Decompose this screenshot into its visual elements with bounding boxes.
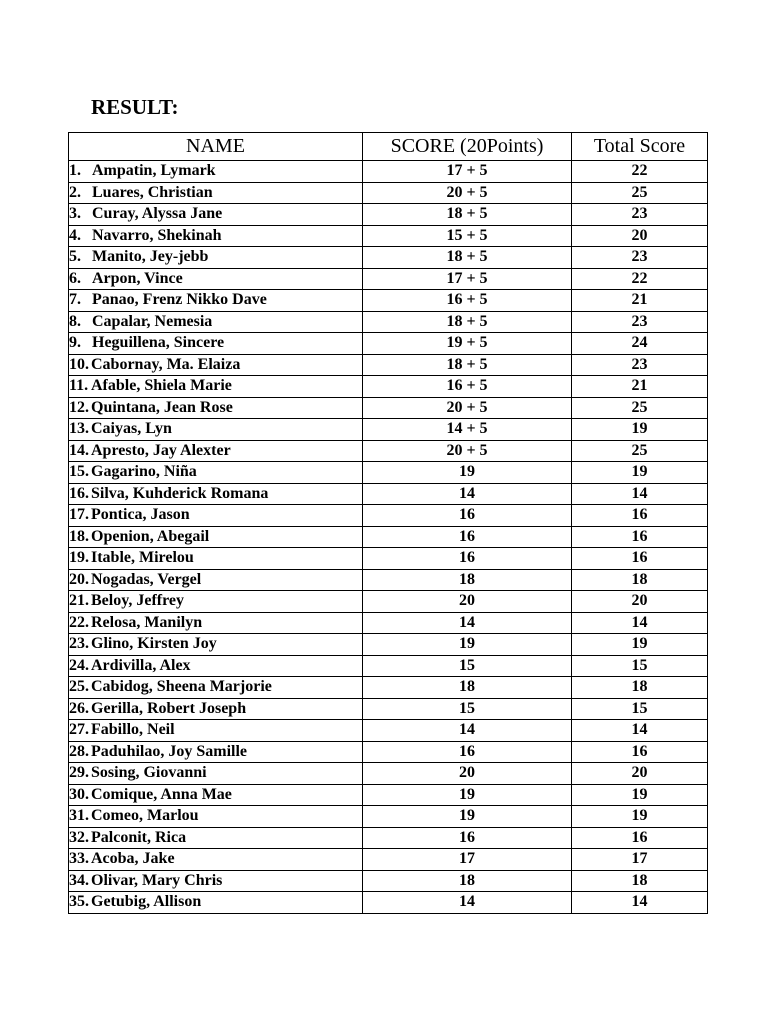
total-score-cell: 22 (572, 161, 708, 183)
student-name: Afable, Shiela Marie (91, 377, 232, 395)
table-row (69, 655, 708, 677)
table-row (69, 311, 708, 333)
row-number: 34. (69, 871, 89, 889)
student-name: Beloy, Jeffrey (91, 592, 185, 610)
student-name-cell (69, 720, 363, 742)
total-score-cell: 21 (572, 376, 708, 398)
student-name: Caiyas, Lyn (91, 420, 172, 438)
table-row (69, 333, 708, 355)
row-number: 23. (69, 635, 89, 653)
student-name-cell (69, 182, 363, 204)
row-number: 28. (69, 742, 89, 760)
row-number: 3. (69, 205, 81, 223)
student-name-cell (69, 462, 363, 484)
row-number: 5. (69, 248, 81, 266)
student-name-cell (69, 827, 363, 849)
score-cell: 16 (363, 505, 572, 527)
student-name: Apresto, Jay Alexter (91, 441, 231, 459)
table-row (69, 763, 708, 785)
student-name: Gagarino, Niña (91, 463, 197, 481)
student-name-cell (69, 634, 363, 656)
header-row (69, 133, 708, 161)
table-row (69, 892, 708, 914)
score-cell: 19 (363, 634, 572, 656)
table-row (69, 784, 708, 806)
student-name: Capalar, Nemesia (92, 312, 213, 330)
student-name: Olivar, Mary Chris (91, 871, 223, 889)
row-number: 30. (69, 785, 89, 803)
row-number: 32. (69, 828, 89, 846)
table-row (69, 268, 708, 290)
row-number: 18. (69, 527, 89, 545)
score-cell: 16 (363, 526, 572, 548)
student-name: Fabillo, Neil (91, 721, 175, 739)
student-name: Ardivilla, Alex (91, 656, 191, 674)
student-name: Navarro, Shekinah (92, 226, 222, 244)
table-row (69, 505, 708, 527)
score-cell: 20 + 5 (363, 440, 572, 462)
score-cell: 14 (363, 483, 572, 505)
total-score-cell: 16 (572, 505, 708, 527)
student-name-cell (69, 698, 363, 720)
table-row (69, 161, 708, 183)
score-cell: 17 + 5 (363, 161, 572, 183)
total-score-cell: 24 (572, 333, 708, 355)
table-row (69, 634, 708, 656)
score-cell: 18 + 5 (363, 354, 572, 376)
student-name-cell (69, 655, 363, 677)
table-row (69, 247, 708, 269)
table-row (69, 849, 708, 871)
student-name-cell (69, 397, 363, 419)
student-name-cell (69, 892, 363, 914)
row-number: 19. (69, 549, 89, 567)
table-row (69, 741, 708, 763)
score-cell: 20 + 5 (363, 397, 572, 419)
student-name-cell (69, 763, 363, 785)
score-cell: 20 (363, 591, 572, 613)
total-score-cell: 14 (572, 612, 708, 634)
total-score-cell: 25 (572, 440, 708, 462)
score-cell: 18 + 5 (363, 247, 572, 269)
total-score-cell: 21 (572, 290, 708, 312)
student-name: Gerilla, Robert Joseph (91, 699, 247, 717)
student-name: Quintana, Jean Rose (91, 398, 233, 416)
student-name-cell (69, 247, 363, 269)
row-number: 16. (69, 484, 89, 502)
row-number: 29. (69, 764, 89, 782)
student-name-cell (69, 333, 363, 355)
table-row (69, 225, 708, 247)
student-name: Itable, Mirelou (91, 549, 194, 567)
row-number: 12. (69, 398, 89, 416)
score-column-header: SCORE (20Points) (363, 133, 572, 161)
table-row (69, 698, 708, 720)
total-score-cell: 19 (572, 784, 708, 806)
student-name: Acoba, Jake (91, 850, 175, 868)
student-name-cell (69, 677, 363, 699)
row-number: 27. (69, 721, 89, 739)
student-name-cell (69, 161, 363, 183)
total-score-cell: 16 (572, 741, 708, 763)
student-name: Arpon, Vince (92, 269, 183, 287)
score-cell: 19 + 5 (363, 333, 572, 355)
total-score-cell: 14 (572, 720, 708, 742)
score-cell: 20 (363, 763, 572, 785)
student-name-cell (69, 849, 363, 871)
total-score-cell: 16 (572, 827, 708, 849)
row-number: 35. (69, 893, 89, 911)
total-score-cell: 15 (572, 655, 708, 677)
row-number: 4. (69, 226, 81, 244)
total-score-cell: 18 (572, 569, 708, 591)
results-table-body (69, 161, 708, 914)
table-row (69, 290, 708, 312)
student-name-cell (69, 548, 363, 570)
score-cell: 18 (363, 870, 572, 892)
student-name: Panao, Frenz Nikko Dave (92, 291, 267, 309)
student-name: Comique, Anna Mae (91, 785, 232, 803)
student-name: Relosa, Manilyn (91, 613, 203, 631)
table-row (69, 419, 708, 441)
total-score-cell: 23 (572, 354, 708, 376)
table-row (69, 827, 708, 849)
table-row (69, 354, 708, 376)
score-cell: 18 (363, 569, 572, 591)
table-row (69, 182, 708, 204)
score-cell: 19 (363, 784, 572, 806)
score-cell: 16 + 5 (363, 376, 572, 398)
student-name: Cabornay, Ma. Elaiza (91, 355, 241, 373)
page-heading: RESULT: (91, 95, 179, 119)
score-cell: 14 (363, 892, 572, 914)
table-row (69, 720, 708, 742)
row-number: 22. (69, 613, 89, 631)
results-table-header (69, 133, 708, 161)
student-name-cell (69, 268, 363, 290)
student-name: Cabidog, Sheena Marjorie (91, 678, 272, 696)
score-cell: 19 (363, 462, 572, 484)
total-score-cell: 20 (572, 225, 708, 247)
score-cell: 18 + 5 (363, 311, 572, 333)
table-row (69, 548, 708, 570)
row-number: 33. (69, 850, 89, 868)
total-score-cell: 19 (572, 462, 708, 484)
table-row (69, 462, 708, 484)
student-name: Glino, Kirsten Joy (91, 635, 217, 653)
table-row (69, 526, 708, 548)
total-score-column-header: Total Score (572, 133, 708, 161)
student-name-cell (69, 784, 363, 806)
total-score-cell: 16 (572, 526, 708, 548)
student-name-cell (69, 591, 363, 613)
score-cell: 20 + 5 (363, 182, 572, 204)
student-name: Sosing, Giovanni (91, 764, 207, 782)
row-number: 26. (69, 699, 89, 717)
row-number: 21. (69, 592, 89, 610)
row-number: 20. (69, 570, 89, 588)
score-cell: 15 (363, 655, 572, 677)
score-cell: 15 (363, 698, 572, 720)
student-name: Silva, Kuhderick Romana (91, 484, 269, 502)
total-score-cell: 22 (572, 268, 708, 290)
row-number: 1. (69, 162, 81, 180)
student-name-cell (69, 290, 363, 312)
table-row (69, 677, 708, 699)
student-name-cell (69, 311, 363, 333)
student-name-cell (69, 354, 363, 376)
score-cell: 15 + 5 (363, 225, 572, 247)
row-number: 10. (69, 355, 89, 373)
total-score-cell: 17 (572, 849, 708, 871)
row-number: 31. (69, 807, 89, 825)
student-name-cell (69, 204, 363, 226)
row-number: 6. (69, 269, 81, 287)
student-name-cell (69, 225, 363, 247)
table-row (69, 569, 708, 591)
student-name: Nogadas, Vergel (91, 570, 202, 588)
row-number: 2. (69, 183, 81, 201)
student-name: Ampatin, Lymark (92, 162, 216, 180)
student-name-cell (69, 440, 363, 462)
student-name-cell (69, 376, 363, 398)
total-score-cell: 19 (572, 419, 708, 441)
total-score-cell: 23 (572, 247, 708, 269)
student-name-cell (69, 419, 363, 441)
table-row (69, 376, 708, 398)
row-number: 17. (69, 506, 89, 524)
row-number: 25. (69, 678, 89, 696)
student-name-cell (69, 806, 363, 828)
table-row (69, 440, 708, 462)
total-score-cell: 18 (572, 870, 708, 892)
student-name: Heguillena, Sincere (92, 334, 225, 352)
score-cell: 17 + 5 (363, 268, 572, 290)
score-cell: 14 (363, 720, 572, 742)
table-row (69, 806, 708, 828)
score-cell: 18 + 5 (363, 204, 572, 226)
total-score-cell: 19 (572, 806, 708, 828)
student-name: Pontica, Jason (91, 506, 190, 524)
student-name: Getubig, Allison (91, 893, 202, 911)
student-name: Openion, Abegail (91, 527, 210, 545)
student-name-cell (69, 612, 363, 634)
total-score-cell: 14 (572, 483, 708, 505)
total-score-cell: 20 (572, 591, 708, 613)
student-name-cell (69, 870, 363, 892)
score-cell: 18 (363, 677, 572, 699)
student-name-cell (69, 741, 363, 763)
row-number: 15. (69, 463, 89, 481)
student-name-cell (69, 569, 363, 591)
row-number: 24. (69, 656, 89, 674)
total-score-cell: 20 (572, 763, 708, 785)
row-number: 11. (69, 377, 89, 395)
total-score-cell: 19 (572, 634, 708, 656)
student-name: Manito, Jey-jebb (92, 248, 209, 266)
table-row (69, 591, 708, 613)
name-column-header: NAME (69, 133, 363, 161)
table-row (69, 483, 708, 505)
score-cell: 17 (363, 849, 572, 871)
table-row (69, 870, 708, 892)
results-table (68, 132, 708, 914)
row-number: 8. (69, 312, 81, 330)
student-name: Paduhilao, Joy Samille (91, 742, 248, 760)
score-cell: 14 (363, 612, 572, 634)
student-name-cell (69, 505, 363, 527)
table-row (69, 397, 708, 419)
total-score-cell: 25 (572, 182, 708, 204)
score-cell: 16 (363, 827, 572, 849)
score-cell: 16 (363, 548, 572, 570)
total-score-cell: 14 (572, 892, 708, 914)
row-number: 13. (69, 420, 89, 438)
score-cell: 19 (363, 806, 572, 828)
table-row (69, 612, 708, 634)
student-name: Luares, Christian (92, 183, 213, 201)
row-number: 9. (69, 334, 81, 352)
student-name: Palconit, Rica (91, 828, 187, 846)
row-number: 7. (69, 291, 81, 309)
score-cell: 16 (363, 741, 572, 763)
student-name: Curay, Alyssa Jane (92, 205, 223, 223)
total-score-cell: 16 (572, 548, 708, 570)
total-score-cell: 23 (572, 311, 708, 333)
score-cell: 14 + 5 (363, 419, 572, 441)
student-name-cell (69, 483, 363, 505)
total-score-cell: 23 (572, 204, 708, 226)
score-cell: 16 + 5 (363, 290, 572, 312)
total-score-cell: 18 (572, 677, 708, 699)
student-name: Comeo, Marlou (91, 807, 199, 825)
row-number: 14. (69, 441, 89, 459)
total-score-cell: 25 (572, 397, 708, 419)
student-name-cell (69, 526, 363, 548)
total-score-cell: 15 (572, 698, 708, 720)
table-row (69, 204, 708, 226)
